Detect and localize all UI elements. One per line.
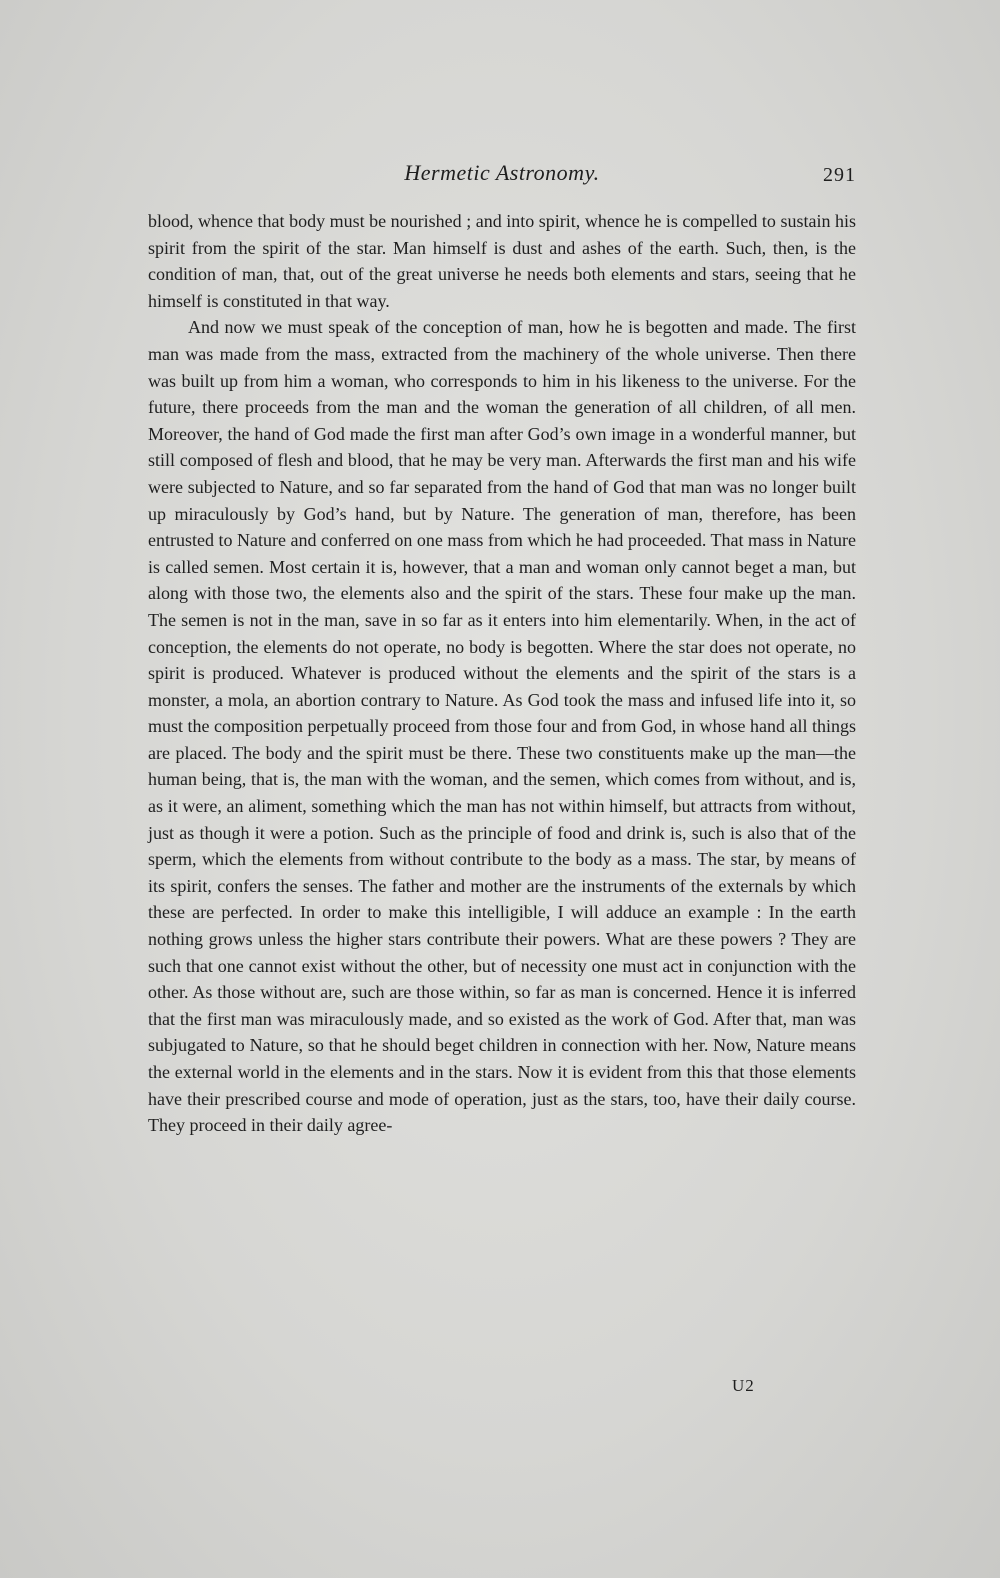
running-title: Hermetic Astronomy. <box>404 160 600 185</box>
paragraph-conception: And now we must speak of the conception of man, how he is begotten and made. The first man was made from the mass, extracted from the machinery of the whole universe. Then there was built up from him a woman, who corresponds to him in his likeness to the universe. For the future, there proceeds from the man and the woman the generation of all children, of all men. Moreover, the hand of God made the first man after God’s own image in a wonderful manner, but still composed of flesh and blood, that he may be very man. Afterwards the first man and his wife were subjected to Nature, and so far separated from the hand of God that man was no longer built up miraculously by God’s hand, but by Nature. The generation of man, therefore, has been entrusted to Nature and conferred on one mass from which he had proceeded. That mass in Nature is called semen. Most certain it is, however, that a man and woman only cannot beget a man, but along with those two, the elements also and the spirit of the stars. These four make up the man. The semen is not in the man, save in so far as it enters into him elementarily. When, in the act of conception, the elements do not operate, no body is begotten. Where the star does not operate, no spirit is produced. Whatever is produced without the elements and the spirit of the stars is a monster, a mola, an abortion contrary to Nature. As God took the mass and infused life into it, so must the composition perpetually proceed from those four and from God, in whose hand all things are placed. The body and the spirit must be there. These two constituents make up the man—the human being, that is, the man with the woman, and the semen, which comes from without, and is, as it were, an aliment, something which the man has not within himself, but attracts from without, just as though it were a potion. Such as the principle of food and drink is, such is also that of the sperm, which the elements from without contribute to the body as a mass. The star, by means of its spirit, confers the senses. The father and mother are the instruments of the externals by which these are perfected. In order to make this intelligible, I will adduce an example : In the earth nothing grows unless the higher stars contribute their powers. What are these powers ? They are such that one cannot exist without the other, but of necessity one must act in conjunction with the other. As those without are, such are those within, so far as man is concerned. Hence it is inferred that the first man was miraculously made, and so existed as the work of God. After that, man was subjugated to Nature, so that he should beget children in connection with her. Now, Nature means the external world in the elements and in the stars. Now it is evident from this that those elements have their prescribed course and mode of operation, just as the stars, too, have their daily course. They proceed in their daily agree- <box>148 317 856 1136</box>
page-header <box>148 160 856 196</box>
paragraph-continuation: blood, whence that body must be nourished ; and into spirit, whence he is compelled to sustain his spirit from the spirit of the star. Man himself is dust and ashes of the earth. Such, then, is the condition of man, that, out of the great universe he needs both elements and stars, seeing that he himself is constituted in that way. <box>148 211 856 311</box>
signature-mark: U2 <box>732 1376 755 1395</box>
body-text <box>148 208 856 1139</box>
page-number: 291 <box>823 164 856 186</box>
